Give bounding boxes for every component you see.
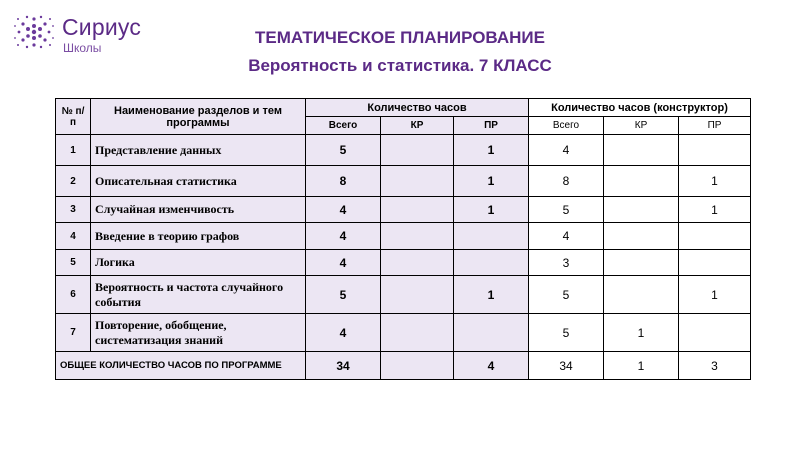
- header-num: № п/п: [56, 99, 91, 135]
- row-total: 8: [306, 166, 381, 197]
- row-pr: [454, 250, 529, 276]
- table-row: [56, 314, 751, 352]
- row-pr: [454, 223, 529, 250]
- header-c-total: Всего: [529, 117, 604, 135]
- table-row: [56, 135, 751, 166]
- total-hours: 34: [306, 352, 381, 380]
- brand-name: Сириус: [62, 14, 142, 40]
- table-row: [56, 250, 751, 276]
- row-pr: [454, 314, 529, 352]
- row-kr: [381, 135, 454, 166]
- table-total-row: [56, 352, 751, 380]
- row-name: Описательная статистика: [91, 166, 306, 197]
- brand-subtitle: Школы: [63, 41, 102, 55]
- row-c-total: 3: [529, 250, 604, 276]
- row-pr: 1: [454, 166, 529, 197]
- row-kr: [381, 223, 454, 250]
- row-c-kr: [604, 250, 679, 276]
- row-kr: [381, 166, 454, 197]
- row-total: 5: [306, 135, 381, 166]
- row-total: 5: [306, 276, 381, 314]
- table-row: [56, 197, 751, 223]
- row-name: Представление данных: [91, 135, 306, 166]
- row-name: Вероятность и частота случайного события: [91, 276, 306, 314]
- header-total: Всего: [306, 117, 381, 135]
- row-num: 2: [56, 166, 91, 197]
- row-c-kr: [604, 223, 679, 250]
- table-row: [56, 166, 751, 197]
- row-c-pr: 1: [679, 166, 751, 197]
- row-c-total: 4: [529, 223, 604, 250]
- header-c-pr: ПР: [679, 117, 751, 135]
- header-name: Наименование разделов и тем программы: [91, 99, 306, 135]
- header-hours: Количество часов: [306, 99, 529, 117]
- row-c-kr: [604, 135, 679, 166]
- total-c-pr: 3: [679, 352, 751, 380]
- row-c-kr: [604, 276, 679, 314]
- row-c-kr: [604, 166, 679, 197]
- row-num: 3: [56, 197, 91, 223]
- total-kr: [381, 352, 454, 380]
- row-c-total: 5: [529, 314, 604, 352]
- row-c-total: 4: [529, 135, 604, 166]
- row-pr: 1: [454, 135, 529, 166]
- total-pr: 4: [454, 352, 529, 380]
- row-c-kr: 1: [604, 314, 679, 352]
- row-name: Логика: [91, 250, 306, 276]
- row-c-pr: [679, 135, 751, 166]
- row-total: 4: [306, 314, 381, 352]
- header-kr: КР: [381, 117, 454, 135]
- row-num: 6: [56, 276, 91, 314]
- row-num: 1: [56, 135, 91, 166]
- table-row: [56, 223, 751, 250]
- total-label: ОБЩЕЕ КОЛИЧЕСТВО ЧАСОВ ПО ПРОГРАММЕ: [56, 352, 306, 380]
- row-kr: [381, 250, 454, 276]
- row-c-pr: 1: [679, 197, 751, 223]
- page-title: ТЕМАТИЧЕСКОЕ ПЛАНИРОВАНИЕ: [255, 28, 545, 47]
- table-row: [56, 276, 751, 314]
- row-num: 4: [56, 223, 91, 250]
- total-c-kr: 1: [604, 352, 679, 380]
- page-subtitle: Вероятность и статистика. 7 КЛАСС: [248, 56, 552, 75]
- row-c-total: 5: [529, 197, 604, 223]
- row-pr: 1: [454, 197, 529, 223]
- row-name: Повторение, обобщение, систематизация знаний: [91, 314, 306, 352]
- row-pr: 1: [454, 276, 529, 314]
- total-c-hours: 34: [529, 352, 604, 380]
- row-c-pr: 1: [679, 276, 751, 314]
- row-c-total: 8: [529, 166, 604, 197]
- row-name: Случайная изменчивость: [91, 197, 306, 223]
- row-name: Введение в теорию графов: [91, 223, 306, 250]
- header-hours-constructor: Количество часов (конструктор): [529, 99, 751, 117]
- row-num: 5: [56, 250, 91, 276]
- row-c-pr: [679, 314, 751, 352]
- row-num: 7: [56, 314, 91, 352]
- row-c-kr: [604, 197, 679, 223]
- row-kr: [381, 276, 454, 314]
- row-c-total: 5: [529, 276, 604, 314]
- planning-table: [55, 98, 751, 380]
- row-total: 4: [306, 223, 381, 250]
- row-kr: [381, 197, 454, 223]
- row-kr: [381, 314, 454, 352]
- row-c-pr: [679, 250, 751, 276]
- row-total: 4: [306, 250, 381, 276]
- header-c-kr: КР: [604, 117, 679, 135]
- row-c-pr: [679, 223, 751, 250]
- header-pr: ПР: [454, 117, 529, 135]
- row-total: 4: [306, 197, 381, 223]
